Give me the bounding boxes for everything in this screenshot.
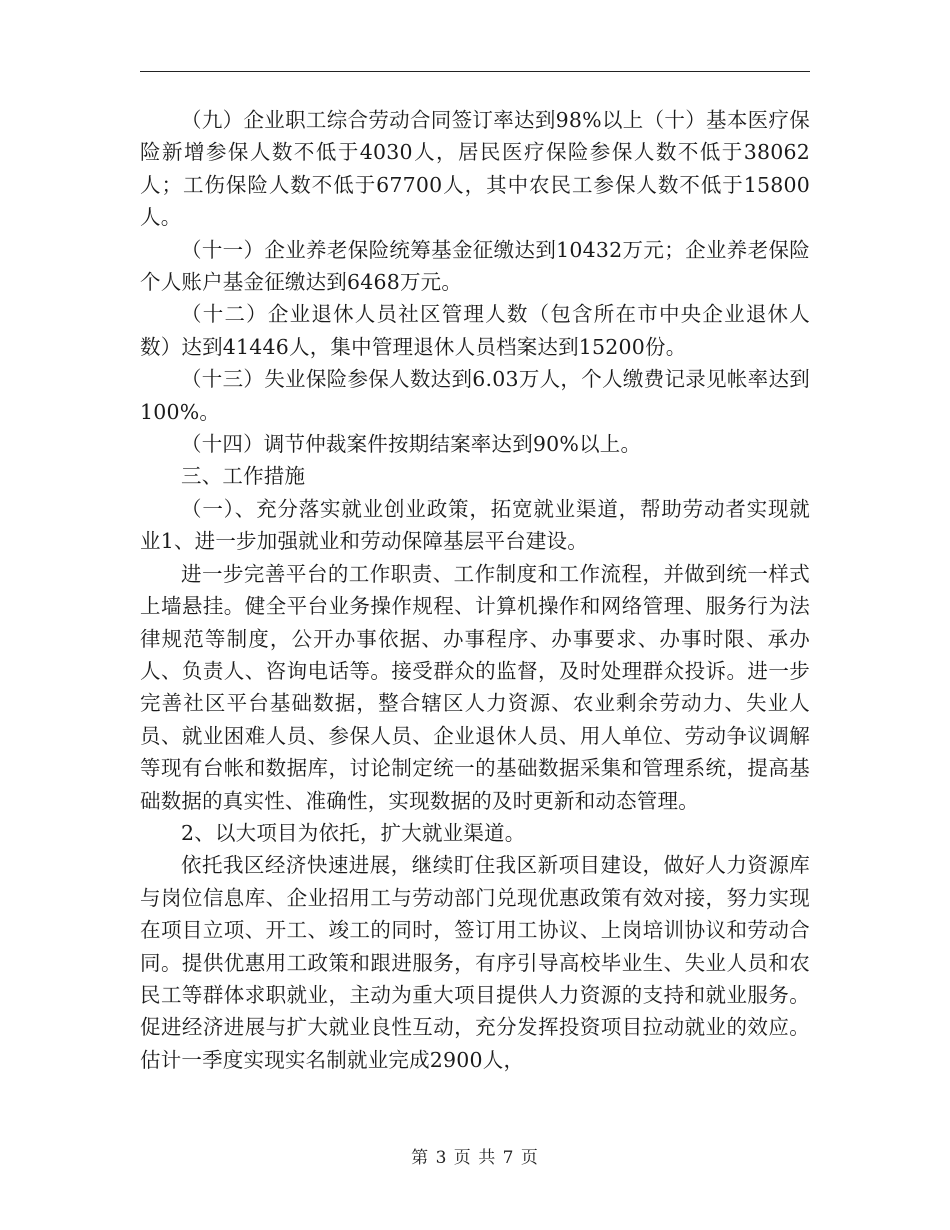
header-rule bbox=[140, 71, 810, 72]
footer-total-pages: 7 bbox=[502, 1148, 515, 1168]
footer-suffix: 页 bbox=[520, 1148, 539, 1168]
paragraph-9-10: （九）企业职工综合劳动合同签订率达到98%以上（十）基本医疗保险新增参保人数不低于4030人，居民医疗保险参保人数不低于38062人；工伤保险人数不低于67700人，其中农民工参保人数不低于15800人。 bbox=[140, 108, 810, 230]
footer-current-page: 3 bbox=[435, 1148, 448, 1168]
footer-prefix: 第 bbox=[411, 1148, 430, 1168]
page-footer bbox=[0, 1143, 950, 1168]
paragraph-project-details: 依托我区经济快速进展，继续盯住我区新项目建设，做好人力资源库与岗位信息库、企业招用工与劳动部门兑现优惠政策有效对接，努力实现在项目立项、开工、竣工的同时，签订用工协议、上岗培训协议和劳动合同。提供优惠用工政策和跟进服务，有序引导高校毕业生、失业人员和农民工等群体求职就业，主动为重大项目提供人力资源的支持和就业服务。促进经济进展与扩大就业良性互动，充分发挥投资项目拉动就业的效应。估计一季度实现实名制就业完成2900人， bbox=[140, 853, 810, 1072]
paragraph-12: （十二）企业退休人员社区管理人数（包含所在市中央企业退休人数）达到41446人，集中管理退休人员档案达到15200份。 bbox=[140, 302, 810, 359]
document-body bbox=[140, 104, 810, 1076]
section-heading-work-measures: 三、工作措施 bbox=[181, 464, 306, 489]
paragraph-14: （十四）调节仲裁案件按期结案率达到90%以上。 bbox=[181, 432, 642, 457]
paragraph-platform-details: 进一步完善平台的工作职责、工作制度和工作流程，并做到统一样式上墙悬挂。健全平台业务操作规程、计算机操作和网络管理、服务行为法律规范等制度，公开办事依据、办事程序、办事要求、办事时限、承办人、负责人、咨询电话等。接受群众的监督，及时处理群众投诉。进一步完善社区平台基础数据，整合辖区人力资源、农业剩余劳动力、失业人员、就业困难人员、参保人员、企业退休人员、用人单位、劳动争议调解等现有台帐和数据库，讨论制定统一的基础数据采集和管理系统，提高基础数据的真实性、准确性，实现数据的及时更新和动态管理。 bbox=[140, 561, 810, 813]
paragraph-11: （十一）企业养老保险统筹基金征缴达到10432万元；企业养老保险个人账户基金征缴达到6468万元。 bbox=[140, 237, 810, 295]
footer-total-word: 共 bbox=[478, 1148, 497, 1168]
paragraph-measure-1: （一）、充分落实就业创业政策，拓宽就业渠道，帮助劳动者实现就业1、进一步加强就业和劳动保障基层平台建设。 bbox=[140, 496, 810, 554]
subheading-major-projects: 2、以大项目为依托，扩大就业渠道。 bbox=[181, 820, 526, 845]
footer-page-word: 页 bbox=[453, 1148, 472, 1168]
paragraph-13: （十三）失业保险参保人数达到6.03万人，个人缴费记录见帐率达到100%。 bbox=[140, 367, 810, 424]
